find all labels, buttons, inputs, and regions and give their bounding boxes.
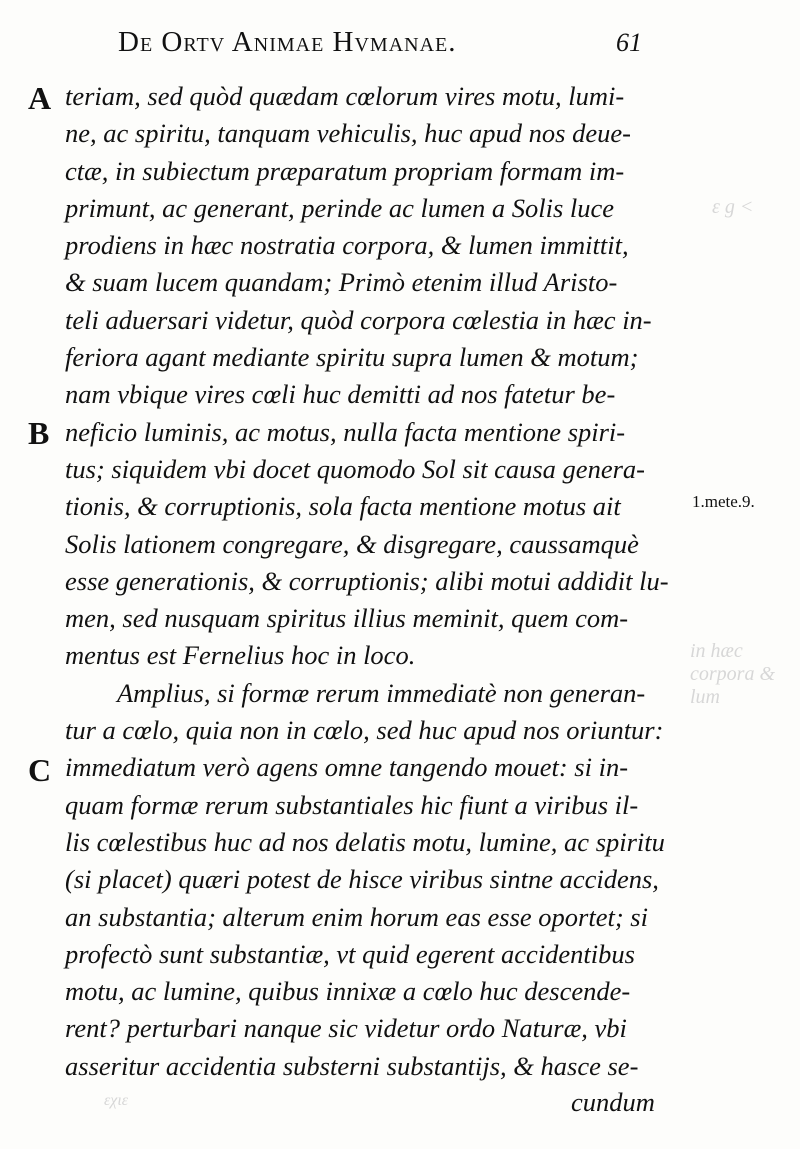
- bleed-through-mark: εχιε: [104, 1092, 129, 1109]
- text-line: immediatum verò agens omne tangendo mouet: si in-: [65, 752, 629, 783]
- text-line: asseritur accidentia substerni substantijs, & hasce se-: [65, 1050, 639, 1081]
- section-marker-a: A: [28, 80, 52, 116]
- text-line: mentus est Fernelius hoc in loco.: [65, 640, 416, 671]
- section-marker-b: B: [28, 415, 50, 451]
- text-line: men, sed nusquam spiritus illius meminit, quem com-: [65, 603, 629, 634]
- page-number: 61: [616, 28, 642, 57]
- text-line: tionis, & corruptionis, sola facta mentione motus ait: [65, 491, 621, 522]
- text-line: & suam lucem quandam; Primò etenim illud Aristo-: [65, 267, 618, 298]
- text-line: tur a cœlo, quia non in cœlo, sed huc apud nos oriuntur:: [65, 715, 664, 746]
- text-line: feriora agant mediante spiritu supra lumen & motum;: [65, 342, 639, 373]
- text-line: motu, ac lumine, quibus innixæ a cœlo huc descende-: [65, 976, 631, 1007]
- text-line: tus; siquidem vbi docet quomodo Sol sit causa genera-: [65, 453, 645, 484]
- text-line: rent? perturbari nanque sic videtur ordo Naturæ, vbi: [65, 1013, 627, 1044]
- page-header: [118, 26, 678, 66]
- text-line: ctæ, in subiectum præparatum propriam formam im-: [65, 155, 625, 186]
- text-line: prodiens in hæc nostratia corpora, & lumen immittit,: [65, 230, 629, 261]
- text-line: ne, ac spiritu, tanquam vehiculis, huc apud nos deue-: [65, 118, 631, 149]
- text-line: primunt, ac generant, perinde ac lumen a Solis luce: [65, 192, 615, 223]
- margin-note: 1.mete.9.: [692, 492, 755, 511]
- text-line: quam formæ rerum substantiales hic fiunt a viribus il-: [65, 789, 639, 820]
- section-marker-c: C: [28, 752, 52, 788]
- paragraph-start-line: Amplius, si formæ rerum immediatè non generan-: [117, 677, 646, 708]
- text-line: lis cœlestibus huc ad nos delatis motu, lumine, ac spiritu: [65, 826, 665, 857]
- text-line: neficio luminis, ac motus, nulla facta mentione spiri-: [65, 416, 626, 447]
- text-line: (si placet) quæri potest de hisce viribus sintne accidens,: [65, 864, 659, 895]
- bleed-through-mark: in hæc corpora & lum: [690, 640, 775, 708]
- text-line: nam vbique vires cœli huc demitti ad nos fatetur be-: [65, 379, 616, 410]
- text-line: teli aduersari videtur, quòd corpora cœlestia in hæc in-: [65, 304, 652, 335]
- bleed-through-mark: ε g <: [712, 196, 754, 218]
- text-line: Solis lationem congregare, & disgregare, caussamquè: [65, 528, 639, 559]
- running-head: De Ortv Animae Hvmanae.: [118, 26, 457, 58]
- body-text: [65, 78, 685, 1085]
- text-line: teriam, sed quòd quædam cœlorum vires motu, lumi-: [65, 81, 625, 111]
- text-line: profectò sunt substantiæ, vt quid egerent accidentibus: [65, 938, 635, 969]
- text-line: esse generationis, & corruptionis; alibi motui addidit lu-: [65, 565, 669, 596]
- text-line: an substantia; alterum enim horum eas esse oportet; si: [65, 901, 648, 932]
- catchword: cundum: [571, 1087, 655, 1117]
